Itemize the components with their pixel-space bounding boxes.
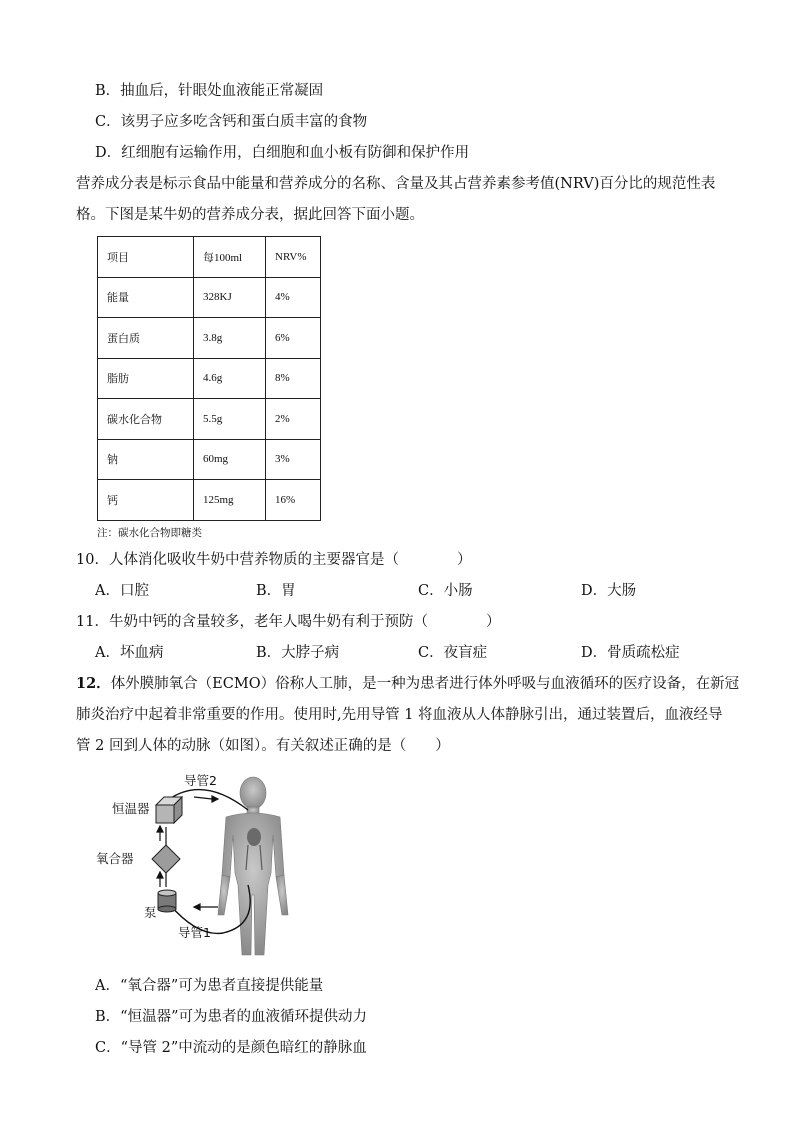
q10-option-b: B．胃 xyxy=(256,583,296,599)
table-cell: 4% xyxy=(266,277,321,318)
q10-option-a: A．口腔 xyxy=(95,583,149,599)
q12-option-b: B．“恒温器”可为患者的血液循环提供动力 xyxy=(95,1009,367,1025)
table-row xyxy=(98,277,321,318)
table-row xyxy=(98,439,321,480)
thermostat-icon xyxy=(156,797,182,823)
tube-1-label: 导管1 xyxy=(178,925,211,940)
q12-number: 12． xyxy=(76,675,111,692)
q12-option-c: C．“导管 2”中流动的是颜色暗红的静脉血 xyxy=(95,1040,367,1056)
oxygenator-label: 氧合器 xyxy=(96,851,134,866)
table-row xyxy=(98,318,321,359)
pump-label: 泵 xyxy=(144,905,157,920)
q11-stem: 11．牛奶中钙的含量较多，老年人喝牛奶有利于预防（ ） xyxy=(76,614,501,630)
table-cell: 8% xyxy=(266,358,321,399)
intro-line-2: 格。下图是某牛奶的营养成分表，据此回答下面小题。 xyxy=(76,207,424,223)
table-cell: 125mg xyxy=(194,480,266,521)
q12-option-a: A．“氧合器”可为患者直接提供能量 xyxy=(95,978,324,994)
q12-stem-line-3: 管 2 回到人体的动脉（如图）。有关叙述正确的是（ ） xyxy=(76,738,450,754)
ecmo-figure xyxy=(96,765,328,965)
q11-option-c: C．夜盲症 xyxy=(418,645,488,661)
option-c-prev: C．该男子应多吃含钙和蛋白质丰富的食物 xyxy=(95,114,368,130)
q12-stem-line-2: 肺炎治疗中起着非常重要的作用。使用时,先用导管 1 将血液从人体静脉引出，通过装置后，血液经导 xyxy=(76,707,723,723)
thermostat-label: 恒温器 xyxy=(112,801,150,816)
table-header-cell: NRV% xyxy=(266,237,321,278)
q10-option-c: C．小肠 xyxy=(418,583,473,599)
table-row xyxy=(98,480,321,521)
q11-option-a: A．坏血病 xyxy=(95,645,164,661)
table-cell: 钠 xyxy=(98,439,194,480)
table-cell: 钙 xyxy=(98,480,194,521)
q10-stem: 10．人体消化吸收牛奶中营养物质的主要器官是（ ） xyxy=(76,552,472,568)
table-header-cell: 项目 xyxy=(98,237,194,278)
table-note: 注：碳水化合物即糖类 xyxy=(97,527,202,539)
q12-text-line-1: 体外膜肺氧合（ECMO）俗称人工肺，是一种为患者进行体外呼吸与血液循环的医疗设备，在新冠 xyxy=(110,676,740,692)
table-cell: 2% xyxy=(266,399,321,440)
table-row xyxy=(98,399,321,440)
table-cell: 6% xyxy=(266,318,321,359)
tube-2-label: 导管2 xyxy=(184,773,217,788)
table-cell: 5.5g xyxy=(194,399,266,440)
table-cell: 3% xyxy=(266,439,321,480)
table-cell: 3.8g xyxy=(194,318,266,359)
table-header-cell: 每100ml xyxy=(194,237,266,278)
q11-option-b: B．大脖子病 xyxy=(256,645,340,661)
table-row xyxy=(98,358,321,399)
q12-stem-line-1 xyxy=(76,674,739,694)
table-cell: 蛋白质 xyxy=(98,318,194,359)
table-cell: 脂肪 xyxy=(98,358,194,399)
oxygenator-icon xyxy=(152,845,180,873)
table-cell: 碳水化合物 xyxy=(98,399,194,440)
q11-option-d: D．骨质疏松症 xyxy=(581,645,680,661)
option-b-prev: B．抽血后，针眼处血液能正常凝固 xyxy=(95,83,324,99)
table-header-row xyxy=(98,237,321,278)
table-cell: 4.6g xyxy=(194,358,266,399)
nutrition-table xyxy=(97,236,321,521)
q10-option-d: D．大肠 xyxy=(581,583,637,599)
table-cell: 16% xyxy=(266,480,321,521)
table-cell: 60mg xyxy=(194,439,266,480)
intro-line-1: 营养成分表是标示食品中能量和营养成分的名称、含量及其占营养素参考值(NRV)百分比的规范性表 xyxy=(76,176,716,192)
table-cell: 能量 xyxy=(98,277,194,318)
option-d-prev: D．红细胞有运输作用，白细胞和血小板有防御和保护作用 xyxy=(95,145,470,161)
table-cell: 328KJ xyxy=(194,277,266,318)
human-body-figure xyxy=(218,777,288,955)
pump-icon xyxy=(158,890,176,912)
